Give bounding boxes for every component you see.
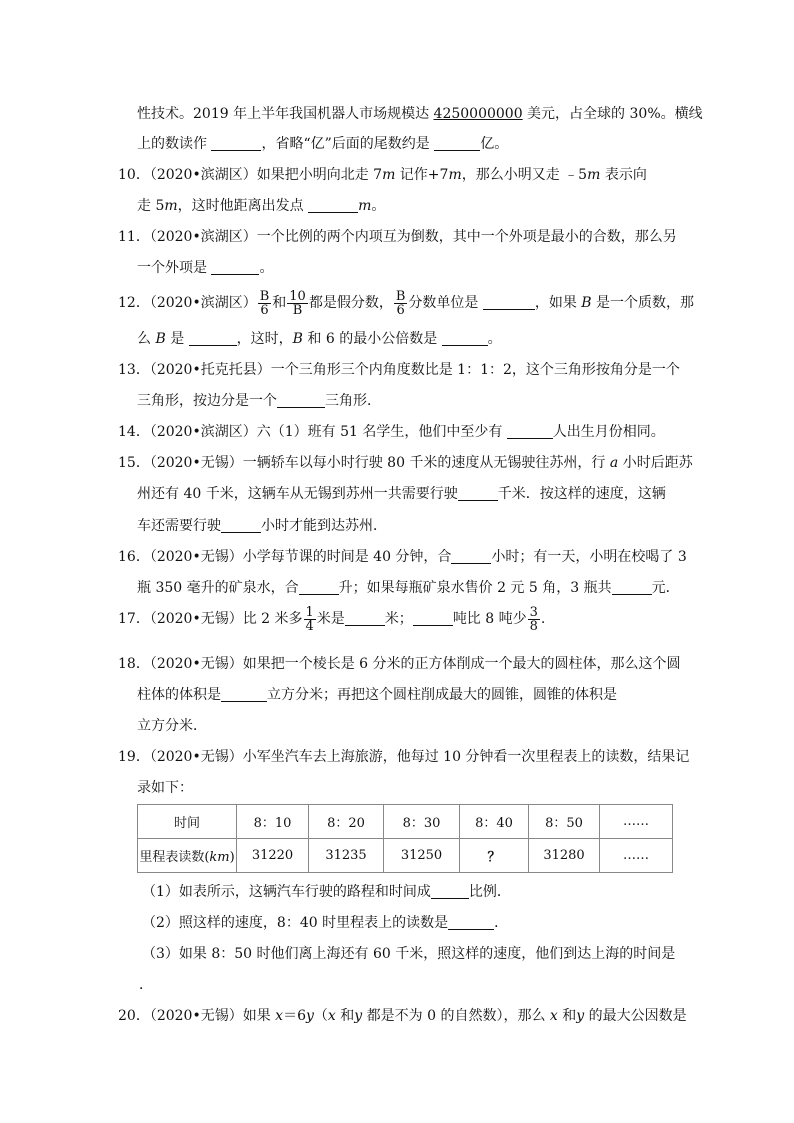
answer-blank[interactable] xyxy=(442,331,488,346)
fraction-10-over-b: $\frac{10}{B}$ xyxy=(289,288,306,318)
answer-blank[interactable] xyxy=(507,424,553,439)
answer-blank[interactable] xyxy=(299,580,339,595)
table-cell: ？ xyxy=(460,839,529,873)
table-cell: 里程表读数(km) xyxy=(138,839,237,873)
table-cell: 8：40 xyxy=(460,805,529,839)
answer-blank[interactable] xyxy=(277,393,325,408)
fraction-3-over-8: $\frac{3}{8}$ xyxy=(529,604,538,634)
answer-blank[interactable] xyxy=(458,486,498,501)
question-13: 13．（2020•托克托县）一个三角形三个内角度数比是 1：1：2，这个三角形按角分是一个 xyxy=(118,362,680,378)
table-cell: 31280 xyxy=(529,839,600,873)
question-12-line2: 么 B 是 ，这时，B 和 6 的最小公倍数是 。 xyxy=(137,331,502,347)
answer-blank[interactable] xyxy=(345,611,385,626)
fraction-b-over-6: $\frac{B}{6}$ xyxy=(259,288,270,318)
answer-blank[interactable] xyxy=(308,198,358,213)
table-cell: 31235 xyxy=(309,839,384,873)
question-17: 17．（2020•无锡）比 2 米多 $\frac{1}{4}$ 米是 米； 吨比 8 吨少 $\frac{3}{8}$ . xyxy=(118,604,546,634)
question-11-line2: 一个外项是 。 xyxy=(137,260,274,276)
answer-blank[interactable] xyxy=(211,136,261,151)
answer-blank[interactable] xyxy=(612,580,652,595)
question-19-line2: 录如下： xyxy=(137,780,193,796)
table-cell: …… xyxy=(600,805,673,839)
q9-underlined-number: 4250000000 xyxy=(433,106,523,122)
question-15: 15．（2020•无锡）一辆轿车以每小时行驶 80 千米的速度从无锡驶往苏州，行 a 小时后距苏 xyxy=(118,455,693,471)
q9-line2: 上的数读作 ，省略“亿”后面的尾数约是 亿。 xyxy=(137,136,509,152)
question-19-part1: （1）如表所示，这辆汽车行驶的路程和时间成 比例． xyxy=(142,884,511,900)
question-10: 10．（2020•滨湖区）如果把小明向北走 7m 记作+7m，那么小明又走 ﹣5m 表示向 xyxy=(118,167,647,183)
fraction-1-over-4: $\frac{1}{4}$ xyxy=(305,604,314,634)
fraction-b-over-6: $\frac{B}{6}$ xyxy=(395,288,406,318)
table-row xyxy=(138,839,673,873)
question-19: 19．（2020•无锡）小军坐汽车去上海旅游，他每过 10 分钟看一次里程表上的读数，结果记 xyxy=(118,749,690,765)
table-cell: …… xyxy=(600,839,673,873)
table-cell: 8：20 xyxy=(309,805,384,839)
question-16-line2: 瓶 350 毫升的矿泉水，合 升；如果每瓶矿泉水售价 2 元 5 角，3 瓶共 元． xyxy=(137,580,680,596)
answer-blank[interactable] xyxy=(431,884,469,899)
answer-blank[interactable] xyxy=(221,687,267,702)
question-12: 12．（2020•滨湖区） $\frac{B}{6}$ 和 $\frac{10}{B}$ 都是假分数， $\frac{B}{6}$ 分数单位是 ，如果 B 是一个质数，那 xyxy=(118,288,695,318)
table-cell: 8：10 xyxy=(237,805,309,839)
table-cell: 31220 xyxy=(237,839,309,873)
question-19-part3: （3）如果 8：50 时他们离上海还有 60 千米，照这样的速度，他们到达上海的时间是 xyxy=(142,946,676,962)
answer-blank[interactable] xyxy=(483,295,535,310)
question-19-part3-end: ． xyxy=(139,977,153,993)
answer-blank[interactable] xyxy=(434,136,480,151)
question-15-line2: 州还有 40 千米，这辆车从无锡到苏州一共需要行驶 千米．按这样的速度，这辆 xyxy=(137,486,666,502)
question-19-part2: （2）照这样的速度，8：40 时里程表上的读数是 ． xyxy=(142,915,509,931)
answer-blank[interactable] xyxy=(448,915,494,930)
answer-blank[interactable] xyxy=(221,518,261,533)
question-13-line2: 三角形，按边分是一个 三角形． xyxy=(137,393,381,409)
question-18-line3: 立方分米． xyxy=(137,718,207,734)
question-15-line3: 车还需要行驶 小时才能到达苏州． xyxy=(137,518,387,534)
table-row xyxy=(138,805,673,839)
answer-blank[interactable] xyxy=(413,611,453,626)
q9-line1: 性技术。2019 年上半年我国机器人市场规模达 4250000000 美元，占全球的 30%。横线 xyxy=(137,106,703,122)
question-10-line2: 走 5m，这时他距离出发点 m。 xyxy=(137,198,386,214)
table-cell: 8：50 xyxy=(529,805,600,839)
answer-blank[interactable] xyxy=(451,549,491,564)
answer-blank[interactable] xyxy=(211,260,259,275)
table-cell: 31250 xyxy=(384,839,460,873)
question-18-line2: 柱体的体积是 立方分米；再把这个圆柱削成最大的圆锥，圆锥的体积是 xyxy=(137,687,617,703)
table-cell: 时间 xyxy=(138,805,237,839)
question-20: 20．（2020•无锡）如果 x＝6y（x 和y 都是不为 0 的自然数），那么 x 和y 的最大公因数是 xyxy=(118,1008,687,1024)
mileage-table xyxy=(137,804,673,873)
answer-blank[interactable] xyxy=(189,331,237,346)
table-cell: 8：30 xyxy=(384,805,460,839)
question-11: 11．（2020•滨湖区）一个比例的两个内项互为倒数，其中一个外项是最小的合数，那么另 xyxy=(118,229,677,245)
question-18: 18．（2020•无锡）如果把一个棱长是 6 分米的正方体削成一个最大的圆柱体，那么这个圆 xyxy=(118,656,681,672)
question-14: 14．（2020•滨湖区）六（1）班有 51 名学生，他们中至少有 人出生月份相同。 xyxy=(118,424,665,440)
question-16: 16．（2020•无锡）小学每节课的时间是 40 分钟，合 小时；有一天，小明在校喝了 3 xyxy=(118,549,687,565)
